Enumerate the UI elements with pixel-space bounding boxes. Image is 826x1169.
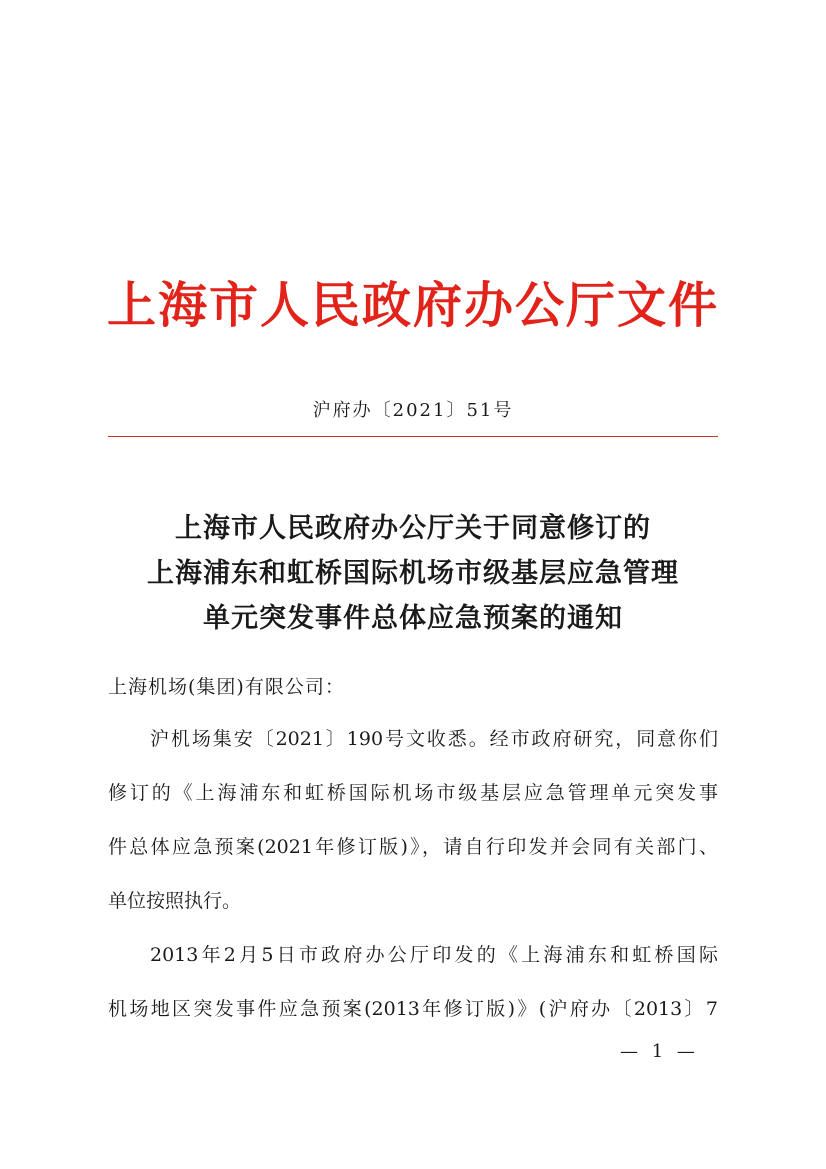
text-line: 单位按照执行。 (108, 890, 242, 912)
addressee: 上海机场(集团)有限公司： (108, 676, 345, 698)
text-line: 2013年2月5日市政府办公厅印发的《上海浦东和虹桥国际 (150, 944, 718, 966)
title-line: 单元突发事件总体应急预案的通知 (203, 603, 623, 634)
document-number: 沪府办〔2021〕51号 (312, 400, 514, 421)
red-divider-line (108, 436, 718, 437)
issuer-header: 上海市人民政府办公厅文件 (106, 276, 719, 334)
title-line: 上海市人民政府办公厅关于同意修订的 (175, 513, 651, 544)
body-paragraph-2 (108, 938, 718, 1046)
page-number: — 1 — (620, 1041, 699, 1062)
title-line: 上海浦东和虹桥国际机场市级基层应急管理 (147, 558, 679, 589)
document-title (0, 506, 826, 641)
body-paragraph-1 (108, 722, 718, 938)
text-line: 修订的《上海浦东和虹桥国际机场市级基层应急管理单元突发事 (108, 782, 718, 804)
text-line: 机场地区突发事件应急预案(2013年修订版)》(沪府办〔2013〕7 (108, 998, 718, 1020)
text-line: 件总体应急预案(2021年修订版)》，请自行印发并会同有关部门、 (108, 836, 718, 858)
text-line: 沪机场集安〔2021〕190号文收悉。经市政府研究，同意你们 (150, 728, 718, 750)
